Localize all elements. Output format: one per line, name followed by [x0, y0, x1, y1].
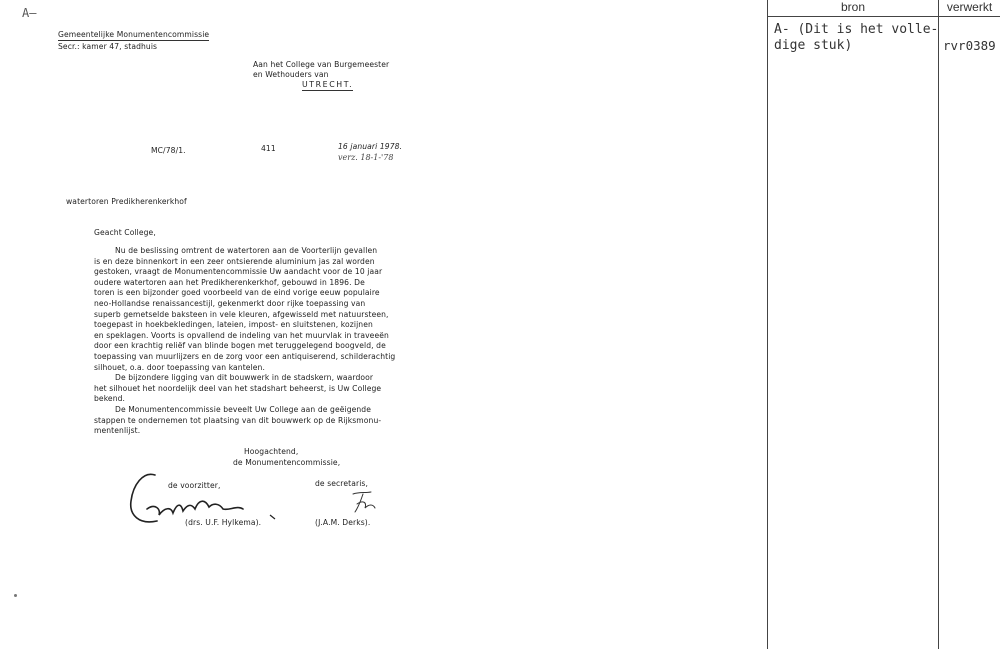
- bron-entry-line: dige stuk): [774, 38, 853, 53]
- body-line: De bijzondere ligging van dit bouwwerk in de stadskern, waardoor: [115, 373, 374, 383]
- panel-left-border: [767, 0, 768, 649]
- verwerkt-entry: rvr0389: [943, 38, 996, 53]
- body-line: De Monumentencommissie beveelt Uw College aan de geëigende: [115, 404, 372, 414]
- body-line: silhouet, o.a. door toepassing van kantelen.: [94, 362, 265, 372]
- closing-committee: de Monumentencommissie,: [233, 458, 341, 467]
- body-line: is en deze binnenkort in een zeer ontsierende aluminium jas zal worden: [94, 256, 375, 266]
- body-line: Nu de beslissing omtrent de watertoren aan de Voorterlijn gevallen: [115, 246, 378, 255]
- body-line: gestoken, vraagt de Monumentencommissie Uw aandacht voor de 10 jaar: [94, 267, 383, 277]
- recipient-city: [302, 80, 353, 89]
- secretary-signature: [345, 490, 380, 515]
- body-line: toren is een bijzonder goed voorbeeld van de eind vorige eeuw populaire: [94, 288, 380, 298]
- body-line: toegepast in hoekbekledingen, lateien, impost- en sluitstenen, kozijnen: [94, 320, 373, 330]
- recipient-line1: Aan het College van Burgemeester: [253, 60, 390, 69]
- closing-greeting: Hoogachtend,: [244, 447, 299, 456]
- bron-entry-line: A- (Dit is het volle-: [774, 22, 939, 37]
- recipient-city-text: UTRECHT.: [302, 80, 354, 89]
- body-line: mentenlijst.: [94, 426, 141, 436]
- body-line: superb gemetselde baksteen in vele kleuren, afgewisseld met natuursteen,: [94, 309, 389, 319]
- body-line: het silhouet het noordelijk deel van het stadshart beheerst, is Uw College: [94, 383, 382, 393]
- body-line: oudere watertoren aan het Predikherenkerkhof, gebouwd in 1896. De: [94, 277, 365, 287]
- salutation: Geacht College,: [94, 228, 156, 237]
- subject-line: watertoren Predikherenkerkhof: [66, 197, 187, 206]
- secretary-label: de secretaris,: [315, 479, 368, 488]
- chair-name: (drs. U.F. Hylkema).: [185, 518, 262, 527]
- recipient-line2: en Wethouders van: [253, 70, 329, 79]
- reference: MC/78/1.: [151, 146, 186, 155]
- handwritten-date: verz. 18-1-'78: [338, 153, 394, 162]
- header-rule: [768, 16, 1000, 17]
- body-line: door een krachtig reliëf van blinde bogen met teruggelegend boogveld, de: [94, 341, 386, 351]
- sender-name-text: Gemeentelijke Monumentencommissie: [58, 30, 210, 39]
- column-header-bron: bron: [840, 0, 866, 14]
- letter-date: 16 januari 1978.: [338, 142, 403, 151]
- panel-column-divider: [938, 0, 939, 649]
- body-line: en speklagen. Voorts is opvallend de indeling van het muurvlak in traveeën: [94, 330, 389, 340]
- body-line: stappen te ondernemen tot plaatsing van dit bouwwerk op de Rijksmonu-: [94, 415, 382, 425]
- letter-body: [94, 246, 395, 437]
- column-header-verwerkt: verwerkt: [946, 0, 993, 14]
- corner-mark: A–: [22, 6, 37, 20]
- chair-label: de voorzitter,: [168, 481, 221, 490]
- document-number: 411: [261, 144, 276, 153]
- body-line: toepassing van muurlijzers en de zorg voor een antiquiserend, schilderachtig: [94, 351, 396, 361]
- sender-name: [58, 30, 209, 39]
- secretary-name: (J.A.M. Derks).: [315, 518, 371, 527]
- body-line: neo-Hollandse renaissancestijl, gekenmerkt door rijke toepassing van: [94, 298, 366, 308]
- body-line: bekend.: [94, 394, 126, 404]
- speck-mark: [14, 594, 17, 597]
- sender-address: Secr.: kamer 47, stadhuis: [58, 42, 158, 51]
- bron-entry: [774, 22, 938, 54]
